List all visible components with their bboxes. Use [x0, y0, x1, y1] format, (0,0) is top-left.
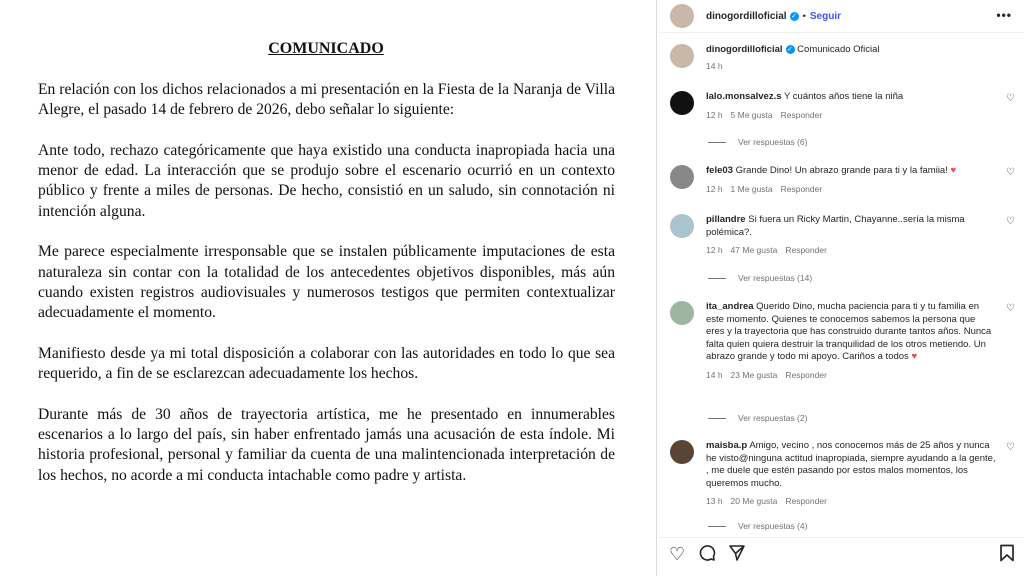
comment	[670, 91, 1015, 121]
view-replies-label: Ver respuestas (6)	[738, 137, 808, 147]
view-replies-label: Ver respuestas (4)	[738, 521, 808, 531]
more-options-icon[interactable]: •••	[996, 8, 1012, 22]
caption-text: Comunicado Oficial	[797, 44, 880, 55]
verified-icon: ✓	[787, 45, 793, 53]
comment-text: Si fuera un Ricky Martin, Chayanne..sería la misma polémica?.	[706, 214, 965, 238]
comment	[670, 214, 1015, 257]
heart-emoji: ♥	[911, 351, 918, 363]
heart-emoji: ♥	[950, 165, 957, 176]
comment-likes[interactable]: 47 Me gusta	[730, 245, 778, 256]
follow-button[interactable]: Seguir	[809, 10, 842, 22]
heart-icon[interactable]: ♡	[1006, 442, 1015, 453]
post-header	[658, 0, 1024, 33]
bookmark-icon[interactable]	[999, 544, 1015, 567]
action-bar	[658, 537, 1024, 576]
comment-likes[interactable]: 1 Me gusta	[730, 183, 773, 194]
comment	[670, 440, 1015, 508]
heart-icon[interactable]: ♡	[1006, 167, 1015, 178]
comment-time: 12 h	[706, 245, 723, 256]
comment-username[interactable]: ita_andrea	[706, 301, 754, 312]
avatar[interactable]	[670, 440, 694, 464]
comment-time: 13 h	[706, 496, 723, 507]
heart-icon[interactable]: ♡	[1006, 303, 1015, 314]
separator: •	[802, 10, 806, 22]
view-replies-label: Ver respuestas (2)	[738, 413, 808, 423]
comment	[670, 165, 1015, 195]
comment-text: Y cuántos años tiene la niña	[783, 91, 904, 102]
avatar[interactable]	[670, 4, 694, 28]
avatar[interactable]	[670, 44, 694, 68]
view-replies-button[interactable]	[708, 413, 807, 423]
paragraph: Durante más de 30 años de trayectoria artística, me he presentado en innumerables escenarios a lo largo del país, sin haber enfrentado jamás una acusación de esta índole. Mi historia profesional, personal y familiar da cuenta de una malintencionada interpretación de los hechos, no acorde a mi conducta intachable como padre y artista.	[38, 405, 615, 484]
document-title: COMUNICADO	[268, 40, 384, 57]
comment-username[interactable]: maisba.p	[706, 440, 748, 451]
heart-icon[interactable]: ♡	[1006, 216, 1015, 227]
comment	[670, 301, 1015, 382]
reply-button[interactable]: Responder	[780, 109, 823, 120]
comment-likes[interactable]: 5 Me gusta	[730, 109, 773, 120]
comment-likes[interactable]: 23 Me gusta	[730, 369, 778, 380]
avatar[interactable]	[670, 214, 694, 238]
comment-username[interactable]: lalo.monsalvez.s	[706, 91, 782, 102]
send-icon[interactable]	[728, 544, 746, 567]
comment-text: Grande Dino! Un abrazo grande para ti y la famiia!	[735, 165, 948, 176]
comment-username[interactable]: fele03	[706, 165, 733, 176]
paragraph: Manifiesto desde ya mi total disposición a colaborar con las autoridades en todo lo que sea requerido, a fin de se esclarezcan adecuadamente los hechos.	[38, 344, 615, 383]
comment-text: Amigo, vecino , nos conocemos más de 25 años y nunca he visto@ninguna actitud inapropiada, siempre ayudando a la gente, , me duele que estén pasando por estos malos momentos, los queremos mucho.	[706, 440, 996, 489]
reply-button[interactable]: Responder	[785, 369, 827, 380]
avatar[interactable]	[670, 165, 694, 189]
comments-panel	[658, 0, 1024, 576]
comment-likes[interactable]: 20 Me gusta	[730, 496, 778, 507]
avatar[interactable]	[670, 301, 694, 325]
comment-time: 14 h	[706, 369, 723, 380]
paragraph: Ante todo, rechazo categóricamente que haya existido una conducta inapropiada hacia una menor de edad. La interacción que se produjo sobre el escenario ocurrió en un contexto público y frente a miles de personas. De hecho, consistió en un saludo, sin connotación ni intención alguna.	[38, 141, 615, 220]
reply-button[interactable]: Responder	[785, 496, 827, 507]
reply-button[interactable]: Responder	[780, 183, 823, 194]
comment-time: 12 h	[706, 183, 723, 194]
caption	[670, 44, 1015, 72]
comment-text: Querido Dino, mucha paciencia para ti y tu familia en este momento. Quienes te conocemos sabemos la persona que eres y la trayectoria que has construido durante tantos años. Nunca falta quien quiera destruir la tranquilidad de los otros metiendo. Un abrazo grande y todo mi apoyo. Cariños a todos	[706, 301, 992, 363]
view-replies-button[interactable]	[708, 273, 812, 283]
view-replies-button[interactable]	[708, 521, 807, 531]
view-replies-button[interactable]	[708, 137, 807, 147]
caption-time: 14 h	[706, 60, 723, 71]
reply-button[interactable]: Responder	[785, 245, 827, 256]
caption-username[interactable]: dinogordilloficial	[706, 44, 783, 55]
header-username[interactable]: dinogordilloficial	[706, 10, 787, 22]
document-body	[38, 80, 615, 506]
paragraph: Me parece especialmente irresponsable que se instalen públicamente imputaciones de esta naturaleza sin contar con la totalidad de los antecedentes objetivos disponibles, más aún cuando existen registros audiovisuales y numerosos testigos que permiten contextualizar adecuadamente el momento.	[38, 243, 615, 322]
paragraph: En relación con los dichos relacionados a mi presentación en la Fiesta de la Naranja de Villa Alegre, el pasado 14 de febrero de 2026, debo señalar lo siguiente:	[38, 81, 615, 119]
heart-icon[interactable]: ♡	[669, 544, 686, 564]
comment-username[interactable]: pillandre	[706, 214, 746, 225]
view-replies-label: Ver respuestas (14)	[738, 273, 813, 283]
comment-time: 12 h	[706, 109, 723, 120]
heart-icon[interactable]: ♡	[1006, 93, 1015, 104]
verified-icon: ✓	[791, 12, 797, 20]
comment-icon[interactable]	[698, 544, 716, 567]
avatar[interactable]	[670, 91, 694, 115]
